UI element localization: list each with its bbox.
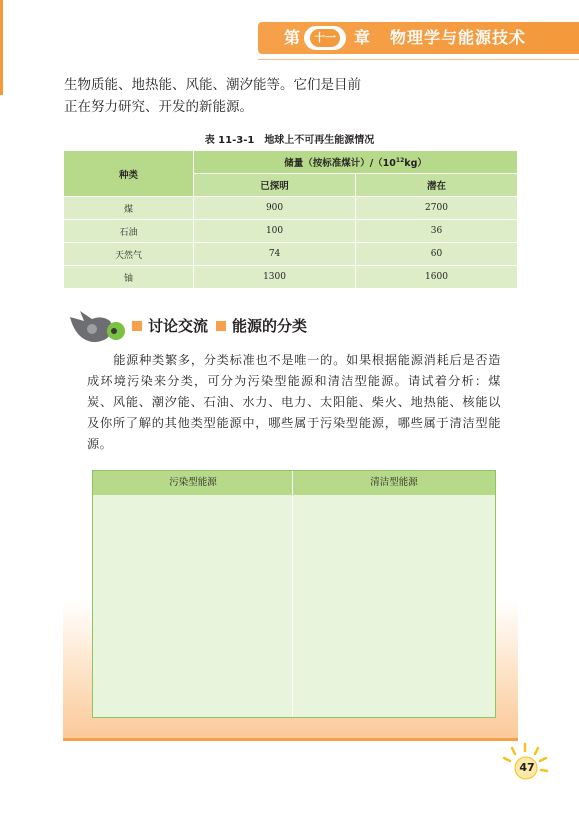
chapter-header [258, 22, 579, 54]
table-row [64, 266, 518, 289]
discussion-text: 能源种类繁多，分类标准也不是唯一的。如果根据能源消耗后是否造成环境污染来分类，可分为污染型能源和清洁型能源。请试着分析：煤炭、风能、潮汐能、石油、水力、电力、太阳能、柴火、地热能、核能以及你所了解的其他类型能源中，哪些属于污染型能源，哪些属于清洁型能源。 [87, 353, 501, 451]
chapter-number-badge [304, 26, 346, 50]
table-caption [0, 131, 579, 146]
cell-proven: 900 [194, 197, 356, 220]
table-row [64, 197, 518, 220]
table-number: 表 11-3-1 [204, 135, 255, 146]
left-accent-bar [0, 0, 3, 95]
chapter-number: 十一 [310, 29, 340, 47]
header-clean: 清洁型能源 [370, 477, 418, 488]
chapter-suffix: 章 [354, 28, 371, 47]
header-proven: 已探明 [194, 174, 356, 197]
chapter-prefix: 第 [284, 28, 301, 47]
square-bullet-icon [132, 321, 142, 331]
table-row [64, 220, 518, 243]
table-title: 地球上不可再生能源情况 [264, 135, 375, 146]
energy-reserves-table [63, 150, 518, 289]
cell-proven: 1300 [194, 266, 356, 289]
reserves-exponent: 12 [395, 156, 405, 164]
cell-potential: 36 [356, 220, 518, 243]
bottom-rule [63, 738, 518, 741]
classification-table [92, 470, 496, 718]
square-bullet-icon [216, 321, 226, 331]
discussion-label: 讨论交流 [148, 317, 209, 335]
classification-header [93, 471, 495, 495]
header-potential: 潜在 [356, 174, 518, 197]
intro-paragraph [64, 74, 484, 118]
cell-kind: 铀 [64, 266, 194, 289]
cell-potential: 1600 [356, 266, 518, 289]
cell-potential: 2700 [356, 197, 518, 220]
chapter-title: 物理学与能源技术 [390, 28, 527, 47]
table-row [64, 243, 518, 266]
cell-potential: 60 [356, 243, 518, 266]
column-divider [292, 471, 293, 717]
cell-proven: 74 [194, 243, 356, 266]
discussion-paragraph [87, 350, 501, 455]
cell-proven: 100 [194, 220, 356, 243]
header-kind: 种类 [64, 151, 194, 197]
intro-line-1: 生物质能、地热能、风能、潮汐能等。它们是目前 [64, 77, 361, 93]
header-divider [258, 59, 579, 60]
intro-line-2: 正在努力研究、开发的新能源。 [64, 99, 253, 115]
cell-kind: 天然气 [64, 243, 194, 266]
page-number: 47 [519, 761, 535, 774]
discussion-topic: 能源的分类 [232, 317, 308, 335]
cell-kind: 煤 [64, 197, 194, 220]
cell-kind: 石油 [64, 220, 194, 243]
header-reserves: 储量（按标准煤计）$/(10^{12}kg)$ [194, 151, 518, 174]
mascot-icon [66, 307, 130, 345]
reserves-unit: kg） [404, 158, 427, 169]
header-polluting: 污染型能源 [169, 477, 217, 488]
discussion-heading [130, 316, 307, 336]
